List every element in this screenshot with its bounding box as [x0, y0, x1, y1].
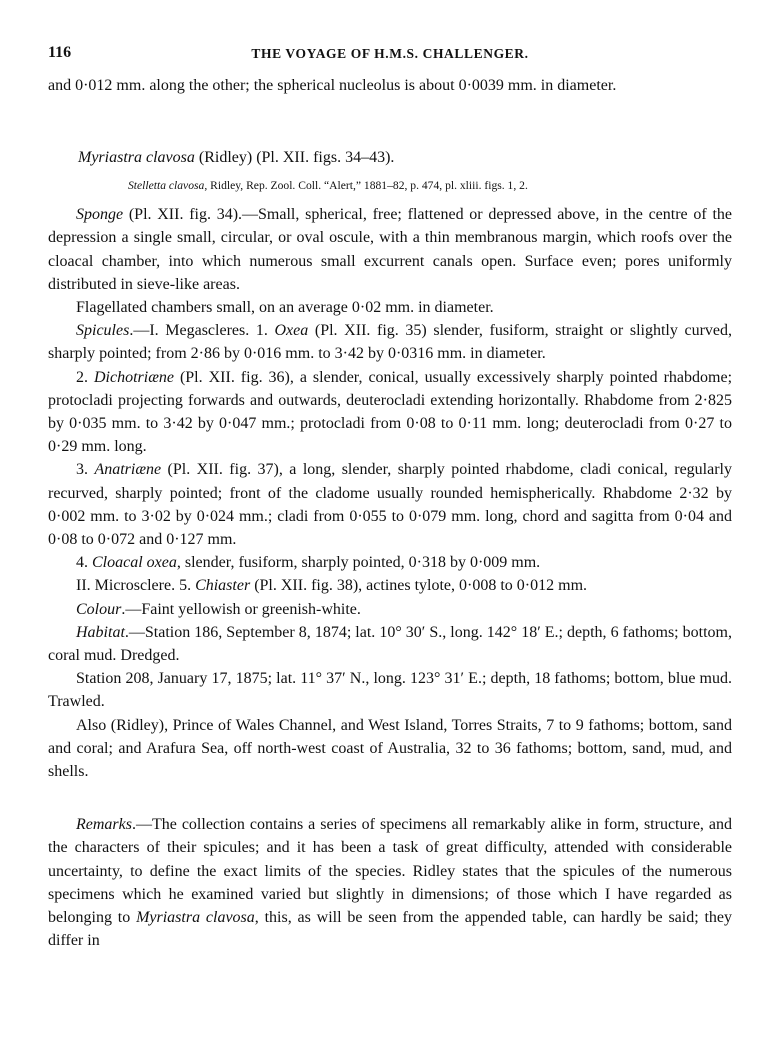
sponge-paragraph: [48, 203, 732, 296]
station-208-paragraph: Station 208, January 17, 1875; lat. 11° 37′ N., long. 123° 31′ E.; depth, 18 fathoms; bottom, blue mud. Trawled.: [48, 670, 732, 711]
colour-text: .—Faint yellowish or greenish-white.: [121, 600, 361, 618]
cloacal-oxea-label: Cloacal oxea: [92, 554, 177, 572]
page-number: 116: [48, 44, 72, 61]
anatriaene-paragraph: [48, 458, 732, 551]
spicules-label: Spicules: [76, 322, 130, 340]
habitat-text: .—Station 186, September 8, 1874; lat. 10° 30′ S., long. 142° 18′ E.; depth, 6 fathoms; bottom, coral mud. Dredged.: [48, 623, 732, 665]
habitat-label: Habitat: [76, 623, 125, 641]
dichotriaene-text: (Pl. XII. fig. 36), a slender, conical, usually excessively sharply pointed rhabdome; protocladi projecting forwards and outwards, deuterocladi extending horizontally. Rhabdome from 2·825 by 0·035 mm. to 3·42 by 0·047 mm.; protocladi from 0·08 to 0·11 mm. long; deuterocladi from 0·27 to 0·29 mm. long.: [48, 368, 733, 456]
dichotriaene-label: Dichotriæne: [93, 368, 174, 386]
species-heading: [48, 147, 732, 169]
cloacal-oxea-number: 4.: [76, 554, 92, 572]
oxea-label: Oxea: [274, 322, 309, 340]
running-head: THE VOYAGE OF H.M.S. CHALLENGER.: [251, 46, 529, 61]
microsclere-paragraph: [48, 574, 732, 597]
remarks-text: .—The collection contains a series of specimens all remarkably alike in form, structure, and the characters of their spicules; and it has been a task of great difficulty, attended with considerable uncertainty, to define the exact limits of the species. Ridley states that the spicules of the numerous specimens which he examined varied but slightly in dimensions; of those which I have regarded as belonging to: [48, 816, 732, 927]
citation-reference: , Ridley, Rep. Zool. Coll. “Alert,” 1881–82, p. 474, pl. xliii. figs. 1, 2.: [204, 179, 528, 193]
habitat-paragraph: [48, 621, 732, 667]
anatriaene-number: 3.: [76, 461, 95, 479]
species-name: Myriastra clavosa: [78, 149, 195, 167]
citation-name: Stelletta clavosa: [128, 179, 205, 193]
colour-label: Colour: [76, 600, 122, 618]
anatriaene-label: Anatriæne: [94, 461, 162, 479]
anatriaene-text: (Pl. XII. fig. 37), a long, slender, sharply pointed rhabdome, cladi conical, regularly recurved, sharply pointed; front of the cladome usually rounded hemispherically. Rhabdome 2·32 by 0·002 mm. to 3·02 by 0·024 mm.; cladi from 0·055 to 0·079 mm. long, chord and sagitta from 0·04 and 0·08 to 0·072 and 0·127 mm.: [48, 461, 732, 549]
chambers-paragraph: Flagellated chambers small, on an average 0·02 mm. in diameter.: [76, 299, 494, 317]
remarks-paragraph: [48, 813, 732, 952]
intro-paragraph: and 0·012 mm. along the other; the spherical nucleolus is about 0·0039 mm. in diameter.: [48, 77, 617, 94]
dichotriaene-paragraph: [48, 366, 732, 459]
sponge-text: (Pl. XII. fig. 34).—Small, spherical, free; flattened or depressed above, in the centre of the depression a single small, circular, or oval oscule, with a thin membranous margin, which roofs over the cloacal chamber, into which numerous small excurrent canals open. Surface even; pores uniformly distributed in sieve-like areas.: [48, 206, 732, 293]
microsclere-intro: II. Microsclere. 5.: [76, 577, 196, 595]
species-plate-ref: (Ridley) (Pl. XII. figs. 34–43).: [194, 149, 395, 167]
colour-paragraph: [48, 598, 732, 621]
ridley-localities-paragraph: Also (Ridley), Prince of Wales Channel, and West Island, Torres Straits, 7 to 9 fathoms; bottom, sand and coral; and Arafura Sea, off north-west coast of Australia, 32 to 36 fathoms; bottom, sand, mud, and shells.: [48, 716, 732, 781]
page-header: [48, 40, 732, 74]
chiaster-text: (Pl. XII. fig. 38), actines tylote, 0·008 to 0·012 mm.: [250, 577, 588, 595]
chiaster-label: Chiaster: [195, 577, 251, 595]
remarks-species-name: Myriastra clavosa: [136, 909, 255, 927]
sponge-label: Sponge: [76, 206, 124, 224]
cloacal-oxea-text: , slender, fusiform, sharply pointed, 0·318 by 0·009 mm.: [176, 554, 541, 572]
spicules-intro: .—I. Megascleres. 1.: [129, 322, 275, 340]
oxea-text: (Pl. XII. fig. 35) slender, fusiform, straight or slightly curved, sharply pointed; from 2·86 by 0·016 mm. to 3·42 by 0·0316 mm. in diameter.: [48, 322, 732, 363]
dichotriaene-number: 2.: [76, 368, 94, 386]
synonym-citation: [48, 177, 732, 195]
remarks-text-end: , this, as will be seen from the appended table, can hardly be said; they differ in: [48, 909, 733, 950]
cloacal-oxea-paragraph: [48, 551, 732, 574]
remarks-label: Remarks: [76, 816, 132, 834]
spicules-paragraph: [48, 319, 732, 365]
